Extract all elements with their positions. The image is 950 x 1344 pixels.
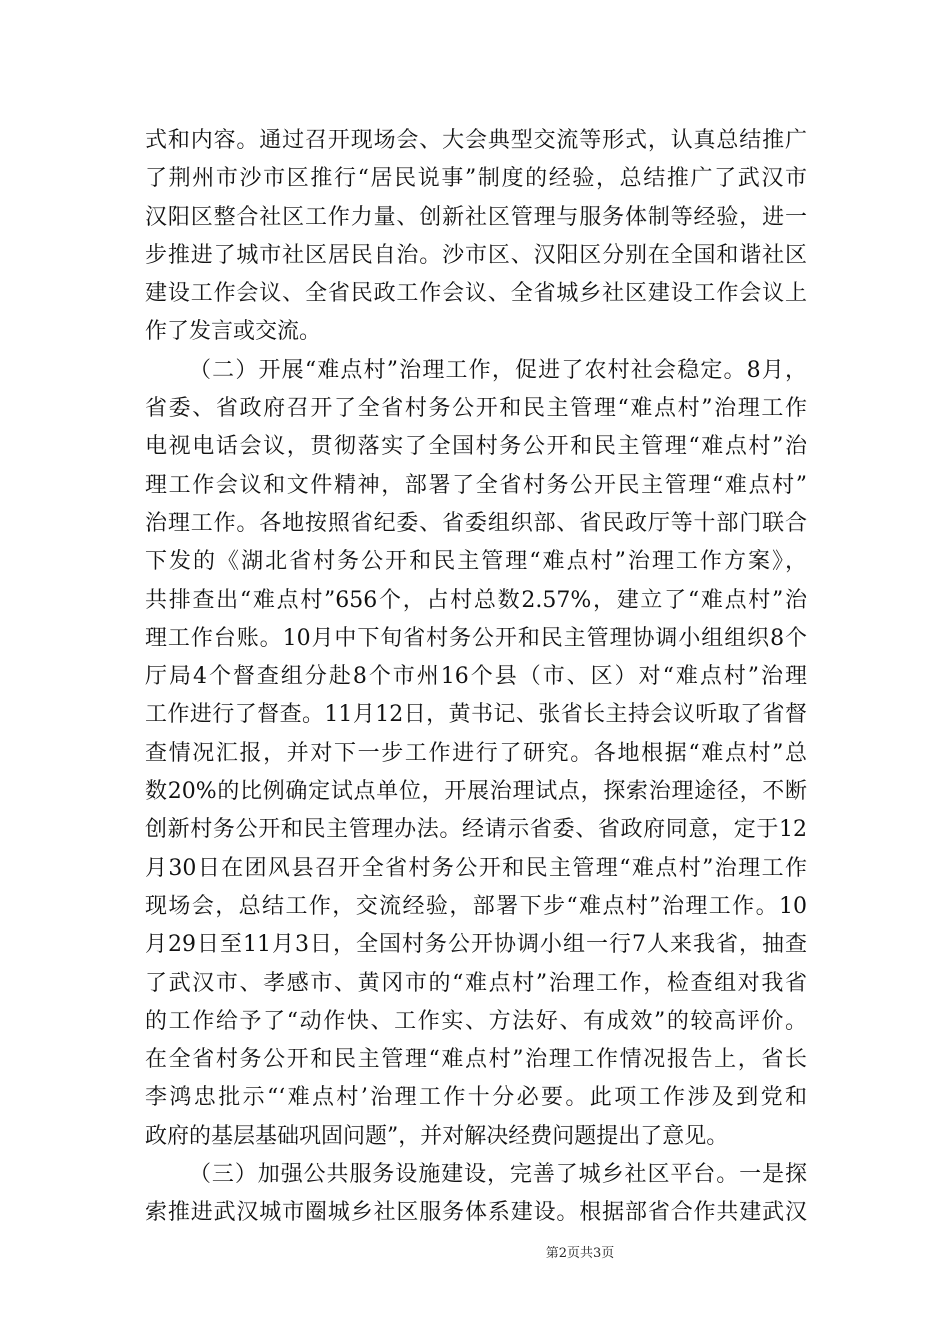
text-line: 创新村务公开和民主管理办法。经请示省委、省政府同意，定于12	[145, 817, 807, 843]
text-line: 下发的《湖北省村务公开和民主管理“难点村”治理工作方案》，	[145, 549, 807, 575]
text-line: 共排查出“难点村”656个，占村总数2.57%，建立了“难点村”治	[145, 587, 807, 613]
text-line: 的工作给予了“动作快、工作实、方法好、有成效”的较高评价。	[145, 1008, 807, 1034]
paragraph-3	[145, 1156, 807, 1233]
text-line: 理工作台账。10月中下旬省村务公开和民主管理协调小组组织8个	[145, 625, 807, 651]
text-line: 步推进了城市社区居民自治。沙市区、汉阳区分别在全国和谐社区	[145, 242, 807, 268]
text-line: 理工作会议和文件精神，部署了全省村务公开民主管理“难点村”	[145, 472, 807, 498]
text-line: 政府的基层基础巩固问题”，并对解决经费问题提出了意见。	[145, 1123, 729, 1149]
text-line: 省委、省政府召开了全省村务公开和民主管理“难点村”治理工作	[145, 396, 807, 422]
paragraph-heading-line: （三）加强公共服务设施建设，完善了城乡社区平台。一是探	[189, 1162, 807, 1188]
text-line: 在全省村务公开和民主管理“难点村”治理工作情况报告上，省长	[145, 1047, 807, 1073]
paragraph-heading-line: （二）开展“难点村”治理工作，促进了农村社会稳定。8月，	[189, 357, 807, 383]
text-line: 月29日至11月3日，全国村务公开协调小组一行7人来我省，抽查	[145, 932, 807, 958]
text-line: 索推进武汉城市圈城乡社区服务体系建设。根据部省合作共建武汉	[145, 1200, 807, 1226]
document-body	[145, 122, 807, 1233]
text-line: 月30日在团风县召开全省村务公开和民主管理“难点村”治理工作	[145, 855, 807, 881]
text-line: 建设工作会议、全省民政工作会议、全省城乡社区建设工作会议上	[145, 281, 807, 307]
text-line: 式和内容。通过召开现场会、大会典型交流等形式，认真总结推广	[145, 128, 807, 153]
text-line: 治理工作。各地按照省纪委、省委组织部、省民政厅等十部门联合	[145, 510, 807, 536]
text-line: 作了发言或交流。	[145, 319, 322, 345]
text-line: 厅局4个督查组分赴8个市州16个县（市、区）对“难点村”治理	[145, 664, 807, 690]
page-number: 第2页共3页	[545, 1246, 615, 1261]
text-line: 了武汉市、孝感市、黄冈市的“难点村”治理工作，检查组对我省	[145, 970, 807, 996]
text-line: 了荆州市沙市区推行“居民说事”制度的经验，总结推广了武汉市	[145, 166, 807, 192]
text-line: 汉阳区整合社区工作力量、创新社区管理与服务体制等经验，进一	[145, 204, 807, 230]
text-line: 查情况汇报，并对下一步工作进行了研究。各地根据“难点村”总	[145, 740, 807, 766]
text-line: 电视电话会议，贯彻落实了全国村务公开和民主管理“难点村”治	[145, 434, 807, 460]
text-line: 数20%的比例确定试点单位，开展治理试点，探索治理途径，不断	[145, 779, 807, 805]
text-line: 李鸿忠批示“‘难点村’治理工作十分必要。此项工作涉及到党和	[145, 1085, 807, 1111]
paragraph-1	[145, 122, 807, 352]
text-line: 现场会，总结工作，交流经验，部署下步“难点村”治理工作。10	[145, 893, 807, 919]
text-line: 工作进行了督查。11月12日，黄书记、张省长主持会议听取了省督	[145, 702, 807, 728]
paragraph-2	[145, 352, 807, 1156]
